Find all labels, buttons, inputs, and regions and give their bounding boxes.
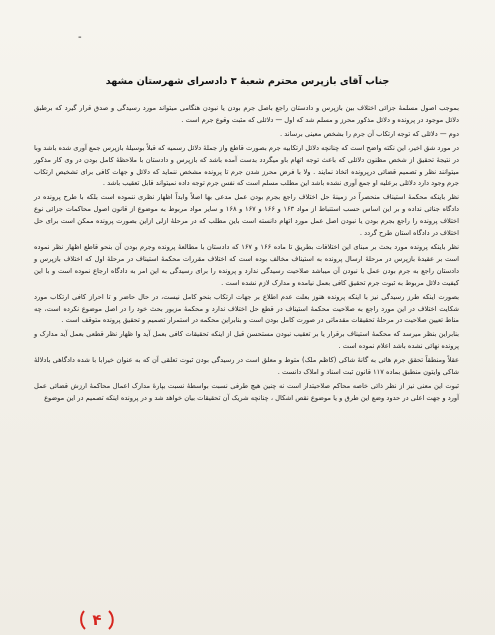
- paragraph-2: دوم — دلائلی که توجه ارتکاب آن جرم را بشخص معینی برساند .: [279, 129, 459, 138]
- page-number: ۴: [92, 611, 102, 629]
- paragraph-1: بموجب اصول مسلمهٔ جزائی اختلاف بین بازپرس و دادستان راجع باصل جرم بودن یا نبودن هنگامی میتواند مورد رسیدگی و صدق قرار گیرد که برطبق دلائل موجود در پرونده و دلائل مذکور محرز و مسلم شد که اول — دلائلی که مثبت وقوع جرم است .: [34, 104, 459, 124]
- paragraph-9: ثبوت این معنی نیز از نظر ذائی خاصه محاکم صلاحیتدار است نه چنین هیچ طرفی نسبت بواسطهٔ نسبت بپارهٔ مدارک اعمال محاکمهٔ ارزش قضائی عمل آورد و جهت اعلی در حدود وضع این طرق و یا موضوع نقص اشکال ، چنانچه شریک آن تحقیقات بیان خواهد شد و در پرونده اینکه تصمیم در این موضوع: [34, 381, 459, 402]
- paragraph-5: نظر باینکه پرونده مورد بحث بر مبنای این اختلافات بطریق تا ماده ۱۶۶ و ۱۶۷ که دادستان با مطالعهٔ پرونده وجرم بودن آن بنحو قاطع اظهار نظر نموده است بر عقیدهٔ بازپرس در مرحلهٔ ارسال پرونده به استیناف مخالف بوده است که اختلاف مقررات محکمهٔ استیناف در مرحلهٔ اول که اختلاف بازپرس و دادستان راجع به جرم بودن عمل یا نبودن آن میباشد صلاحیت رسیدگی ندارد و پرونده را برای رسیدگی به این امر به دادگاه ارجاع نموده است و با این کیفیت دلائل مربوط به ثبوت جرم تحقیق کافی بعمل نیامده و مدارک لازم نشده است .: [34, 242, 459, 287]
- paragraph-3: در مورد شق اخیر، این نکته واضح است که چنانچه دلائل ارتکابیه جرم بصورت قاطع واز جملهٔ دلائل رسمیه که قبلاً بوسیلهٔ بازپرس جمع آوری شده باشد وبا در نتیجهٔ تحقیق از شخص مظنون دلائلی که باعث توجه اتهام باو میگردد بدست آمده باشد که بازپرس و دادستان با ملاحظهٔ کامل بودن در وی کار مذکور میتوانند نظر و تصمیم قضائی درپرونده اتخاذ نمایند . ولا با فرض محرز شدن جرم تا پرونده مشخص ننماید که دلائل و جهات کافی برای تشخیص ارتکاب جرم وجود دارد دلائلی برعلیه او جمع آوری نشده باشد این مطلب مسلم است که نفس جرم توجه داده نمیتواند قابل تعقیب باشد .: [34, 143, 459, 188]
- page-number-mark: [78, 608, 116, 632]
- top-mark: -: [78, 32, 82, 43]
- paragraph-8: عقلاً ومنطقاً تحقق جرم هائی به گانهٔ شاکی (کاظم ملک) متوط و معلق است در رسیدگی بودن ثبوت تعلقی آن که به عنوان خیرابا با شده دادگاهی بادلالهٔ شاکی وایتون منطبق بماده ۱۱۷ قانون ثبت اسناد و املاک دانست .: [34, 356, 459, 377]
- paragraph-6: بصورت اینکه طرز رسیدگی نیز با اینکه پرونده هنوز بعلت عدم اطلاع بر جهات ارتکاب بنحو کامل نیست، در حال حاضر و تا احراز کافی ارتکاب مورد شکایت اختلاف در این مورد راجع به صلاحیت محکمهٔ استیناف در قطع حل اختلاف ندارد و محکمهٔ مزبور بحث خود را در اصل موضوع نکرده است، چه مناط تعیین صلاحیت در مرحلهٔ تحقیقات مقدماتی در صورت کامل بودن است و بنابراین محکمه در استمرار تصمیم و تحقیق پرونده متوقف است .: [34, 292, 459, 325]
- paragraph-4: نظر باینکه محکمهٔ استیناف منحصراً در زمینهٔ حل اختلاف راجع بجرم بودن عمل مدعی بها اصلاً وابداً اظهار نظری ننموده است بلکه با طرح پرونده در دادگاه جنائی نداده و بر این اساس حسب استنباط از مواد ۱۶۳ و ۱۶۶ و ۱۶۷ و ۱۶۸ و سایر مواد مربوط به موضوع از قانون اصول محاکمات جزائی نوع اختلاف پرونده را راجع بجرم بودن یا نبودن اصل عمل مورد اتهام دانسته است باین مطلب که در مرحلهٔ ازلی ازاین بصورت پرونده ممکن است برای حل اختلاف در دادگاه استان طرح گردد .: [34, 193, 460, 238]
- letter-title: جناب آقای بازپرس محترم شعبهٔ ۳ دادسرای شهرستان مشهد: [105, 76, 390, 87]
- letter-body: [34, 103, 459, 405]
- paragraph-7: بنابراین بنظر میرسد که محکمهٔ استیناف برقرار یا بر تعقیب نبودن مستحسن قبل از اینکه تحقیقات کافی بعمل آید وا ظهار نظر قطعی بعمل آید مدارک و پرونده نهائی نشده باشد اعلام نموده است .: [34, 330, 459, 351]
